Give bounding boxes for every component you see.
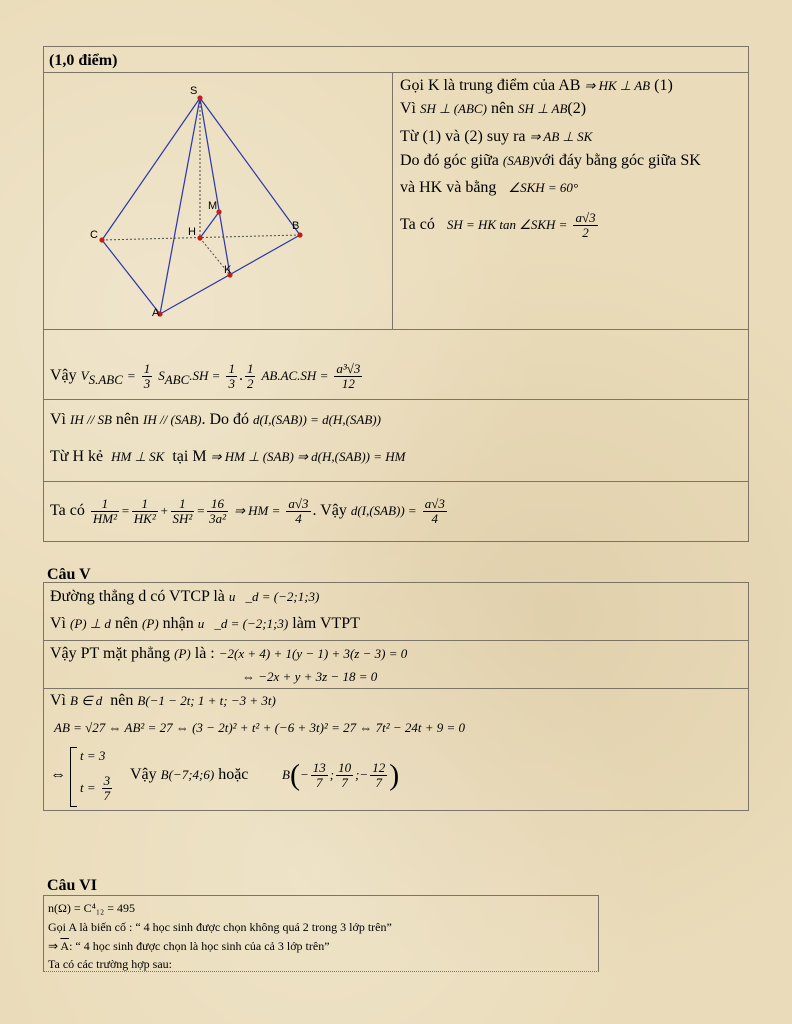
- fraction: $\frac{3}{7}$: [103, 772, 111, 803]
- fraction: $\frac{12}{7}$: [372, 759, 386, 790]
- cau5-row-1: Đường thẳng d có VTCP là u⃗_d = (−2;1;3): [50, 588, 320, 605]
- right-line-4: Do đó góc giữa (SAB)với đáy bằng góc giữa SK: [400, 152, 701, 169]
- vertex-label-m: M: [208, 200, 218, 212]
- cau6-title: Câu VI: [47, 877, 97, 894]
- cau6-line-4: Ta có các trường hợp sau:: [48, 957, 172, 971]
- cau5-row-3: Vậy PT mặt phẳng (P) là : −2(x + 4) + 1(y − 1) + 3(z − 3) = 0: [50, 645, 408, 662]
- bracket: [70, 747, 77, 807]
- right-line-2: Vì SH ⊥ (ABC) nên SH ⊥ AB(2): [400, 100, 587, 117]
- cau5-row-2: Vì (P) ⊥ d nên (P) nhận u⃗_d = (−2;1;3) làm VTPT: [50, 615, 360, 632]
- cau6-line-2: Gọi A là biến cố : “ 4 học sinh được chọn không quá 2 trong 3 lớp trên”: [48, 920, 392, 934]
- fraction: $\frac{a√3}{2}$: [575, 209, 596, 240]
- fraction: $\frac{1}{\text{SH²}}$: [172, 495, 193, 526]
- distance-line-1: Vì IH // SB nên IH // (SAB). Do đó d(I,(SAB)) = d(H,(SAB)): [50, 411, 381, 428]
- distance-line-2: Từ H kẻ HM ⊥ SK tại M ⇒ HM ⊥ (SAB) ⇒ d(H,(SAB)) = HM: [50, 448, 406, 465]
- fraction: $\frac{1}{\text{HM²}}$: [92, 495, 117, 526]
- fraction: $\frac{1}{3}$: [143, 360, 151, 391]
- right-line-6: Ta có SH = HK tan ∠SKH = $\frac{a√3}{2}$: [400, 209, 596, 240]
- fraction: $\frac{13}{7}$: [312, 759, 326, 790]
- cau6-line-3: ⇒ $\overline{A}$: “ 4 học sinh được chọn là học sinh của cả 3 lớp trên”: [48, 939, 330, 953]
- divider: [392, 72, 393, 329]
- vertex-label-h: H: [188, 226, 196, 238]
- cau5-row-4: Vì B ∈ d nên B(−1 − 2t; 1 + t; −3 + 3t): [50, 692, 276, 709]
- cau5-row-6: ⇔ t = 3 t = $\frac{3}{7}$ Vậy B(−7;4;6) hoặc B(− $\frac{13}{7}$ ; $\frac{10}{7}$ ;− $\frac{12}{7}$ ): [50, 743, 730, 807]
- fraction: $\frac{10}{7}$: [338, 759, 352, 790]
- volume-line: Vậy $V_{S.ABC}$ = $\frac{1}{3}$ $S_{ABC}.SH$ = $\frac{1}{3}$ . $\frac{1}{2}$ AB.AC.SH = $\frac{\text{a³√3}}{12}$: [50, 360, 361, 391]
- divider: [43, 688, 749, 689]
- pyramid-figure: [90, 82, 320, 322]
- vertex-label-c: C: [90, 229, 98, 241]
- fraction: $\frac{16}{\text{3a²}}$: [209, 495, 226, 526]
- divider: [43, 399, 749, 400]
- right-line-5: và HK và bằng ∠SKH = 60°: [400, 179, 579, 196]
- fraction: $\frac{a√3}{4}$: [288, 495, 309, 526]
- cau6-line-1: n(Ω) = C⁴₁₂ = 495: [48, 901, 135, 915]
- vertex-label-k: K: [224, 264, 232, 276]
- fraction: $\frac{1}{3}$: [228, 360, 235, 391]
- part4-header: (1,0 điểm): [49, 52, 118, 69]
- cau5-title: Câu V: [47, 566, 91, 583]
- vertex-label-s: S: [190, 85, 198, 97]
- vertex-label-a: A: [152, 307, 160, 319]
- fraction: $\frac{\text{a³√3}}{12}$: [336, 360, 361, 391]
- right-line-3: Từ (1) và (2) suy ra ⇒ AB ⊥ SK: [400, 128, 593, 145]
- divider: [43, 640, 749, 641]
- hm-line: Ta có $\frac{1}{\text{HM²}}$ = $\frac{1}{\text{HK²}}$ + $\frac{1}{\text{SH²}}$ = $\frac{16}{\text{3a²}}$ ⇒ HM = $\frac{a√3}{4}$ . Vậy d(I,(SAB)) = $\frac{a√3}{4}$: [50, 495, 445, 526]
- fraction: $\frac{1}{\text{HK²}}$: [133, 495, 156, 526]
- vertex-label-b: B: [292, 220, 300, 232]
- right-line-1: Gọi K là trung điểm của AB ⇒ HK ⊥ AB (1): [400, 77, 673, 94]
- fraction: $\frac{1}{2}$: [246, 360, 254, 391]
- cau5-row-5: AB = √27 ⇔ AB² = 27 ⇔ (3 − 2t)² + t² + (−6 + 3t)² = 27 ⇔ 7t² − 24t + 9 = 0: [54, 720, 466, 735]
- divider: [43, 329, 749, 330]
- fraction: $\frac{a√3}{4}$: [424, 495, 445, 526]
- cau5-row-3b: ⇔ −2x + y + 3z − 18 = 0: [242, 669, 378, 684]
- divider: [43, 72, 749, 73]
- divider: [43, 481, 749, 482]
